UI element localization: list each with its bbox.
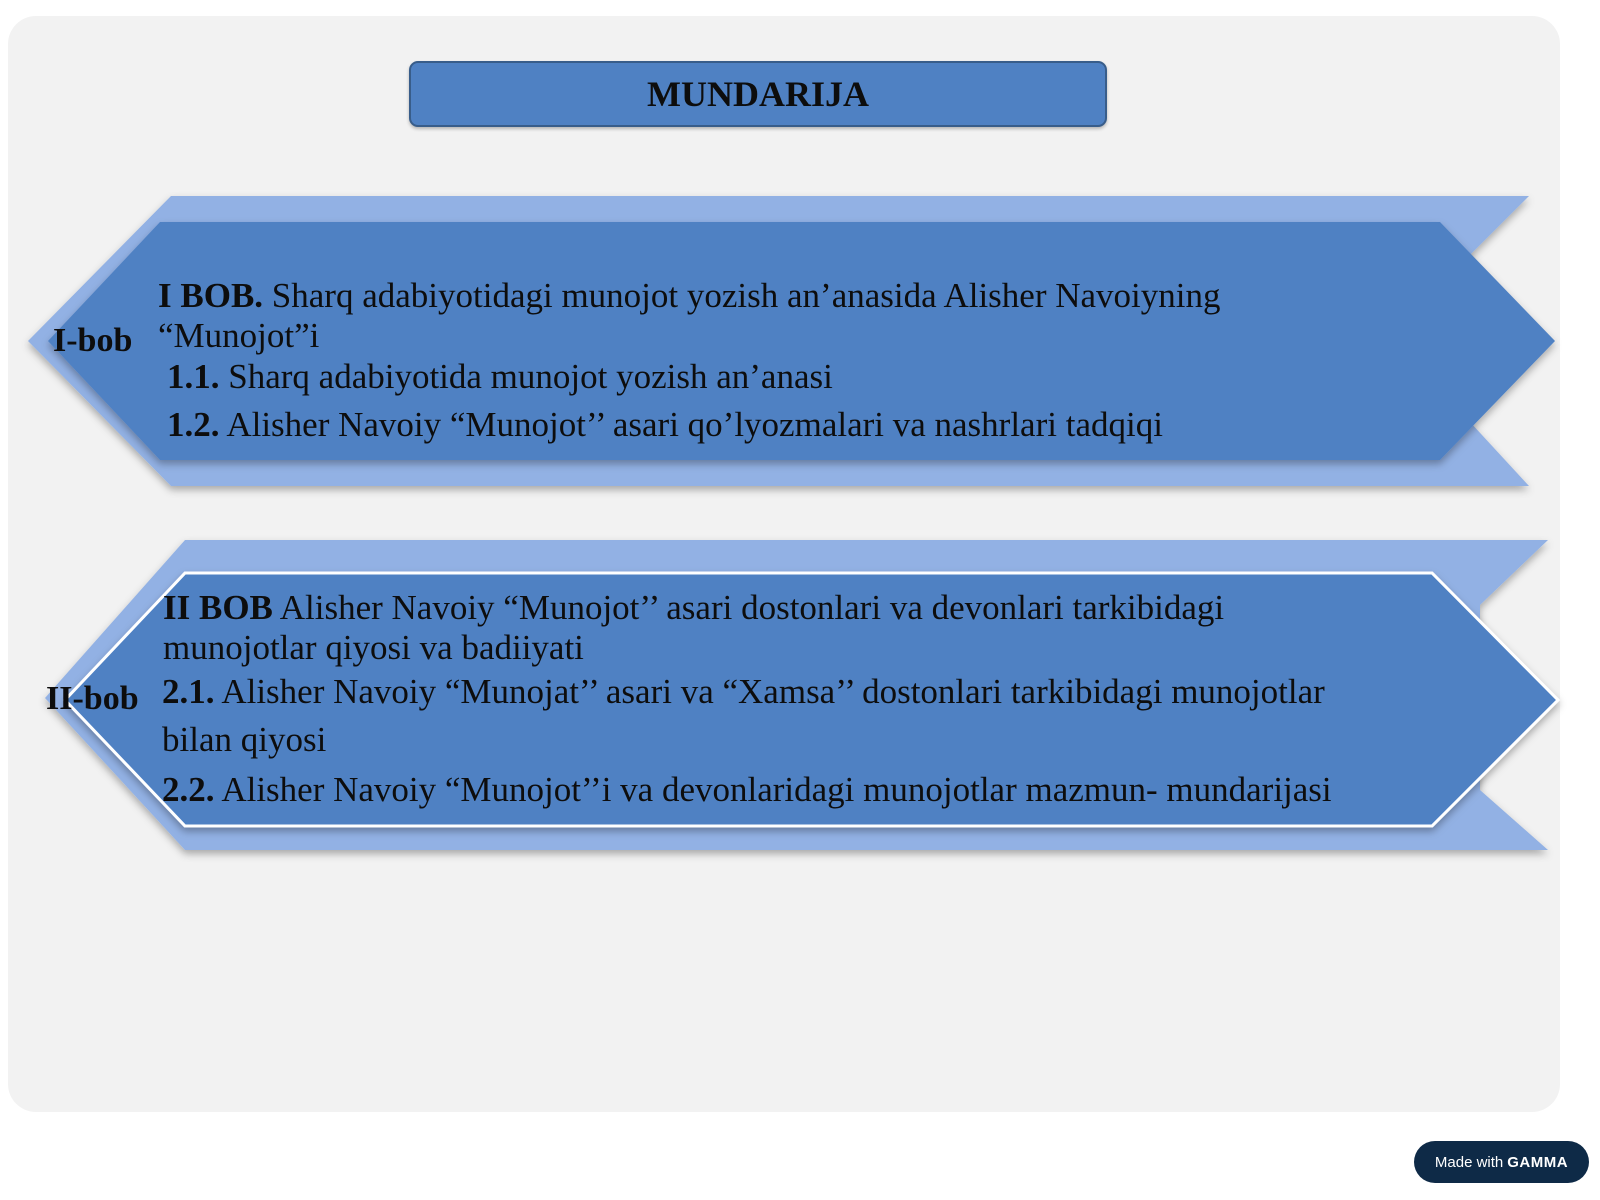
made-with-gamma-badge[interactable] (1414, 1141, 1589, 1183)
section-2-1-text: Alisher Navoiy “Munojat’’ asari va “Xamsa’’ dostonlari tarkibidagi munojotlar (214, 672, 1325, 711)
chapter1-heading-line2: “Munojot”i (158, 316, 320, 355)
gamma-logo-text: GAMMA (1507, 1153, 1569, 1171)
chapter1-heading-text: Sharq adabiyotidagi munojot yozish an’anasida Alisher Navoiyning (263, 276, 1221, 315)
chapter2-heading-bold: II BOB (163, 588, 273, 627)
section-1-2-text: Alisher Navoiy “Munojot’’ asari qo’lyozmalari va nashrlari tadqiqi (219, 405, 1163, 444)
page-title: MUNDARIJA (409, 61, 1107, 127)
chapter1-side-label: I-bob (53, 322, 133, 359)
section-2-1-number: 2.1. (162, 672, 215, 711)
section-2-2-text: Alisher Navoiy “Munojot’’i va devonlaridagi munojotlar mazmun- mundarijasi (214, 770, 1332, 809)
section-2-1-line2: bilan qiyosi (162, 720, 327, 759)
chapter1-heading (158, 276, 1221, 316)
section-1-2 (167, 405, 1163, 445)
section-2-2-number: 2.2. (162, 770, 215, 809)
chapter1-sections (167, 357, 1163, 445)
section-1-1-number: 1.1. (167, 357, 220, 396)
section-2-2 (162, 770, 1332, 810)
chapter1-heading-bold: I BOB. (158, 276, 264, 315)
chapter1-content (158, 276, 1221, 356)
section-2-1 (162, 672, 1332, 712)
chapter2-heading-text: Alisher Navoiy “Munojot’’ asari dostonlari va devonlari tarkibidagi (272, 588, 1225, 627)
section-1-2-number: 1.2. (167, 405, 220, 444)
badge-prefix: Made with (1434, 1153, 1504, 1171)
section-1-1 (167, 357, 1163, 405)
chapter2-heading-line2: munojotlar qiyosi va badiiyati (163, 628, 584, 667)
chapter2-content (163, 588, 1224, 668)
chapter2-side-label: II-bob (46, 680, 139, 717)
section-1-1-text: Sharq adabiyotida munojot yozish an’anasi (219, 357, 833, 396)
chapter2-sections (162, 672, 1332, 810)
chapter2-heading (163, 588, 1224, 628)
